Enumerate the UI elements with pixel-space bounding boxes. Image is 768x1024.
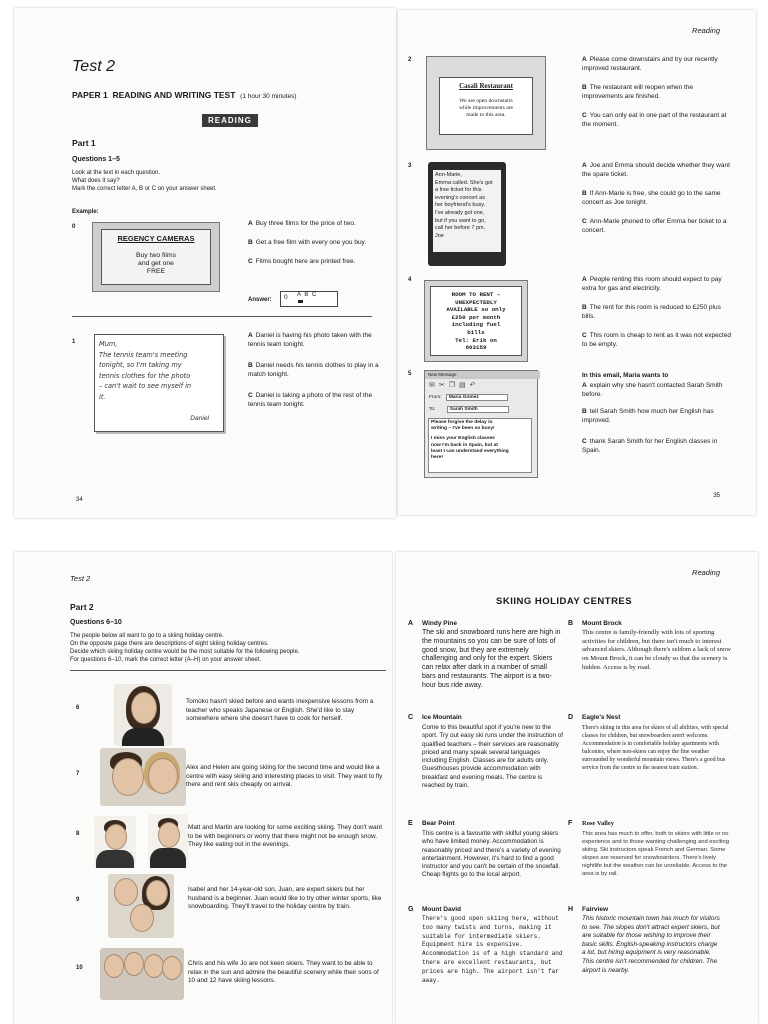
face <box>114 878 138 906</box>
phone-display <box>433 170 501 252</box>
restaurant-name: Casali Restaurant <box>459 82 513 90</box>
divider <box>72 316 372 317</box>
centre-letter: C <box>408 714 414 721</box>
room-card <box>424 280 528 362</box>
instructions <box>72 169 217 193</box>
room-line: bills <box>467 328 485 336</box>
running-header: Reading <box>692 568 720 577</box>
email-body <box>428 418 532 473</box>
option: C This room is cheap to rent as it was not expected to be empty. <box>582 332 731 348</box>
room-line: 663159 <box>465 344 487 352</box>
photo-tomoko <box>114 684 172 746</box>
centre-letter: A <box>408 620 414 627</box>
answer-grid <box>280 291 338 307</box>
note-line: Mum, <box>99 340 118 348</box>
rest-line: made to this area. <box>466 112 506 118</box>
q5-lead: In this email, Maria wants to <box>582 372 669 379</box>
sms-line: but if you want to go, <box>435 217 486 224</box>
offer-line: Buy two films <box>135 252 177 259</box>
email-titlebar: New Message <box>425 371 540 379</box>
centre-text: The ski and snowboard runs here are high in the mountains so you can be sure of lots of good snow, but they are extremely challenging and only for the expert. Skiers can relax after dark in a number of small bars and restaurants. The airport is a two-hour bus ride away. <box>422 629 561 689</box>
question-number: 7 <box>76 771 80 777</box>
note-line: tennis clothes for the photo <box>99 371 191 380</box>
email-window <box>424 370 538 478</box>
centre-text: This centre is a favourite with skilful young skiers who have limited money. Accommodation is reasonably priced and there's a variety of evening entertainment. However, it's hard to find a good instructor and you can't be certain of the snowfall. Cheap flights go to the local airport. <box>422 830 561 879</box>
centre-text: There's skiing in this area for skiers of all abilities, with special classes for children, but snowboarders aren't welcome. Accommodation is in comfortable holiday apartments with balconies, where non-skiers can enjoy the fine weather surrounded by wonderful mountain views. There's a good bus service from the centre to the nearest train station. <box>582 725 729 771</box>
sms-line: evening's concert as <box>435 194 485 201</box>
answer-letters: A B C <box>297 292 318 298</box>
person-description: Matt and Martin are looking for some exciting skiing. They don't want to be with beginners or worry that there might not be enough snow. They like eating out in the evenings. <box>188 824 382 848</box>
option: B tell Sarah Smith how much her English has improved. <box>582 408 714 424</box>
questions-range: Questions 6–10 <box>70 619 122 626</box>
centre-name: Mount David <box>422 906 461 913</box>
question-number: 10 <box>76 965 83 971</box>
to-field: Sarah Smith <box>447 406 509 413</box>
from-field: Maria Gomez <box>446 394 508 401</box>
face <box>146 880 168 906</box>
photo-isabel-juan <box>108 874 174 938</box>
option: B If Ann-Marie is free, she could go to the same concert as Joe tonight. <box>582 190 721 206</box>
person-description: Isabel and her 14-year-old son, Juan, are expert skiers but her husband is a beginner. Juan would like to try other winter sports, like snowboarding. They'll travel to the holiday centre by train. <box>188 886 382 910</box>
question-number: 5 <box>408 371 412 377</box>
answer-label: Answer: <box>248 297 272 303</box>
face <box>104 954 124 978</box>
option: C You can only eat in one part of the restaurant at the moment. <box>582 112 727 128</box>
photo-chris-jo <box>100 948 184 1000</box>
question-number: 2 <box>408 57 412 63</box>
restaurant-sign <box>426 56 546 150</box>
sms-line: her boyfriend's busy. <box>435 202 486 209</box>
sms-line: Ann-Marie, <box>435 172 462 178</box>
photo-alex-helen <box>100 748 186 806</box>
option: C Films bought here are printed free. <box>248 258 356 265</box>
cut-icon: ✂ <box>438 382 449 389</box>
room-line: including fuel <box>451 321 501 329</box>
room-line: £250 per month <box>451 313 501 321</box>
option: A Joe and Emma should decide whether they want the spare ticket. <box>582 162 730 178</box>
option: A Please come downstairs and try our recently improved restaurant. <box>582 56 718 72</box>
mail-line: Please forgive the delay in <box>431 420 493 425</box>
sms-line: Joe <box>435 232 444 239</box>
undo-icon: ↶ <box>469 382 480 389</box>
page-34 <box>14 8 396 518</box>
email-from-row <box>429 394 508 401</box>
rest-line: while improvements are <box>458 105 514 111</box>
email-to-row <box>429 406 509 413</box>
instruction-line: Decide which skiing holiday centre would be the most suitable for the following people. <box>70 649 300 655</box>
page-37 <box>396 552 758 1024</box>
shoulders <box>150 848 186 868</box>
instruction-line: The people below all want to go to a skiing holiday centre. <box>70 633 224 639</box>
from-label: From: <box>429 395 442 400</box>
question-number: 4 <box>408 277 412 283</box>
part-heading: Part 1 <box>72 138 96 148</box>
note-line: it. <box>99 392 106 401</box>
question-number: 9 <box>76 897 80 903</box>
face <box>131 692 157 724</box>
shop-name: REGENCY CAMERAS <box>117 234 195 243</box>
rest-line: We are open downstairs <box>459 98 513 104</box>
sms-line: Emma called. She's got <box>435 179 493 186</box>
option: A People renting this room should expect to pay extra for gas and electricity. <box>582 276 722 292</box>
running-header: Test 2 <box>70 574 91 583</box>
note-line: – can't wait to see myself in <box>99 382 192 390</box>
camera-sign <box>92 222 220 292</box>
paste-icon: ▤ <box>459 382 470 389</box>
option: B Get a free film with every one you buy. <box>248 239 367 246</box>
face <box>158 822 180 848</box>
room-line: ROOM TO RENT – <box>451 291 501 298</box>
example-label: Example: <box>72 209 99 215</box>
centre-text: This centre is family-friendly with lots of sporting activities for children, but there isn't much to interest advanced skiers. Although there's seldom a lack of snow on Mount Brock, it can be cloudy so that the scenery is hidden. Access is by road. <box>582 629 731 671</box>
paper-duration: (1 hour 30 minutes) <box>240 93 297 100</box>
face <box>124 952 144 976</box>
instruction-line: What does it say? <box>72 178 120 184</box>
instructions <box>70 632 386 664</box>
photo-matt <box>94 816 136 868</box>
shoulders <box>96 850 134 868</box>
centre-name: Rose Valley <box>582 820 614 827</box>
centre-name: Fairview <box>582 906 609 913</box>
questions-range: Questions 1–5 <box>72 156 120 163</box>
centre-letter: E <box>408 820 413 827</box>
mail-line: writing – I've been so busy! <box>431 426 495 432</box>
room-line: AVAILABLE so only <box>446 306 506 314</box>
offer-line: and get one <box>138 260 174 267</box>
option: A explain why she hasn't contacted Sarah Smith before. <box>582 382 723 398</box>
centre-name: Ice Mountain <box>422 714 462 721</box>
email-toolbar <box>429 381 480 389</box>
page-35 <box>398 10 756 515</box>
centre-name: Mount Brock <box>582 620 622 627</box>
restaurant-text <box>440 98 532 119</box>
offer-line: FREE <box>146 268 166 275</box>
option: A Daniel is having his photo taken with the tennis team tonight. <box>248 332 372 348</box>
question-number: 8 <box>76 831 80 837</box>
centre-text: This area has much to offer, both to skiers with little or no experience and to those wanting challenging and exciting skiing. Ski instructors speak French and German. Some slopes are reserved for snowboarders. There's lively nightlife but the weather can be unreliable. Access to the area is by rail. <box>582 831 729 877</box>
page-number: 35 <box>713 493 720 499</box>
option: C Daniel is taking a photo of the rest of the tennis team tonight. <box>248 392 373 408</box>
option: C thank Sarah Smith for her English classes in Spain. <box>582 438 718 454</box>
centre-letter: D <box>568 714 574 721</box>
paper-heading <box>72 90 297 100</box>
handwritten-note <box>94 334 224 432</box>
copy-icon: ❐ <box>448 382 460 389</box>
centre-letter: H <box>568 906 574 913</box>
page-number: 34 <box>76 497 83 503</box>
compose-icon: ✉ <box>429 382 439 389</box>
option: C Ann-Marie phoned to offer Emma her ticket to a concert. <box>582 218 727 234</box>
camera-sign-inner <box>101 229 211 285</box>
centre-letter: B <box>568 620 574 627</box>
page-36 <box>14 552 392 1024</box>
centre-text: There's good open skiing here, without too many twists and turns, making it suitable for intermediate skiers. Equipment hire is expensive. Accommodation is of a high standard and there are excellent restaurants, but prices are high. The airport isn't far away. <box>422 915 563 984</box>
sms-line: a free ticket for this <box>435 187 482 194</box>
running-header: Reading <box>692 26 720 35</box>
room-card-inner <box>430 286 522 356</box>
instruction-line: Look at the text in each question. <box>72 170 161 176</box>
option: B Daniel needs his tennis clothes to play in a match tonight. <box>248 362 379 378</box>
mail-line: here! <box>431 455 443 461</box>
face <box>148 758 178 794</box>
note-line: tonight, so I'm taking my <box>99 361 182 369</box>
centre-letter: G <box>408 906 414 913</box>
face <box>144 954 164 978</box>
part-heading: Part 2 <box>70 602 94 612</box>
question-number: 6 <box>76 705 80 711</box>
mail-line: least I can understand everything <box>431 448 509 454</box>
face <box>162 956 182 980</box>
centre-text: This historic mountain town has much for visitors to see. The slopes don't attract expert skiers, but are suitable for those wishing to improve their basic skills. English-speaking instructors charge a lot, but hiring equipment is very reasonable. This centre isn't recommended for children. The airport is nearby. <box>582 915 720 974</box>
note-line: The tennis team's meeting <box>99 350 188 359</box>
person-description: Tomoko hasn't skied before and wants inexpensive lessons from a teacher who speaks Japanese or English. She'd like to stay somewhere where she doesn't have to cook for herself. <box>186 698 374 722</box>
face <box>130 904 154 932</box>
room-line: Tel: Erik on <box>455 336 497 344</box>
centre-text: Come to this beautiful spot if you're new to the sport. Try out easy ski runs under the instruction of qualified teachers – their services are reasonably priced and many speak several languages including English. Classes are for adults only. Guesthouses provide accommodation with breakfast and evening meals. The centre is reached by train. <box>422 724 564 790</box>
sms-line: I've already got one, <box>435 209 485 216</box>
restaurant-sign-inner <box>439 77 533 135</box>
phone-screen <box>428 162 506 266</box>
note-signature: Daniel <box>190 415 209 422</box>
question-number: 3 <box>408 163 412 169</box>
centre-name: Windy Pine <box>422 620 457 627</box>
instruction-line: On the opposite page there are descriptions of eight skiing holiday centres. <box>70 641 269 647</box>
centre-name: Bear Point <box>422 820 455 827</box>
divider <box>70 670 386 671</box>
sms-text <box>435 172 493 240</box>
photo-martin <box>148 814 188 868</box>
face <box>105 824 127 850</box>
centre-letter: F <box>568 820 573 827</box>
centre-name: Eagle's Nest <box>582 714 621 721</box>
question-number: 1 <box>72 339 76 345</box>
centres-title: SKIING HOLIDAY CENTRES <box>496 596 633 607</box>
face <box>112 758 144 796</box>
option: B The restaurant will reopen when the improvements are finished. <box>582 84 694 100</box>
option: B The rent for this room is reduced to £250 plus bills. <box>582 304 721 320</box>
person-description: Alex and Helen are going skiing for the second time and would like a centre with easy skiing and interesting places to visit. They want to fly there and rent skis cheaply on arrival. <box>186 764 383 788</box>
room-line: UNEXPECTEDLY <box>455 298 497 306</box>
instruction-line: Mark the correct letter A, B or C on your answer sheet. <box>72 186 217 192</box>
offer-text <box>102 252 210 276</box>
instruction-line: For questions 6–10, mark the correct letter (A–H) on your answer sheet. <box>70 657 262 663</box>
reading-banner: READING <box>202 114 258 127</box>
option: A Buy three films for the price of two. <box>248 220 356 227</box>
paper-number: PAPER 1 <box>72 90 108 100</box>
example-number: 0 <box>72 224 76 230</box>
shoulders <box>122 728 164 746</box>
test-title: Test 2 <box>72 58 115 75</box>
answer-mark <box>298 300 303 303</box>
to-label: To: <box>429 407 436 412</box>
answer-zero: 0 <box>284 294 288 301</box>
mail-line: I miss your English classes <box>431 436 495 442</box>
person-description: Chris and his wife Jo are not keen skiers. They want to be able to relax in the sun and admire the beautiful scenery while their sons of 10 and 12 have skiing lessons. <box>188 960 379 984</box>
sms-line: call her before 7 pm. <box>435 225 486 232</box>
mail-line: now I'm back in Spain, but at <box>431 442 498 448</box>
paper-title: READING AND WRITING TEST <box>112 90 236 100</box>
note-text <box>99 339 191 402</box>
